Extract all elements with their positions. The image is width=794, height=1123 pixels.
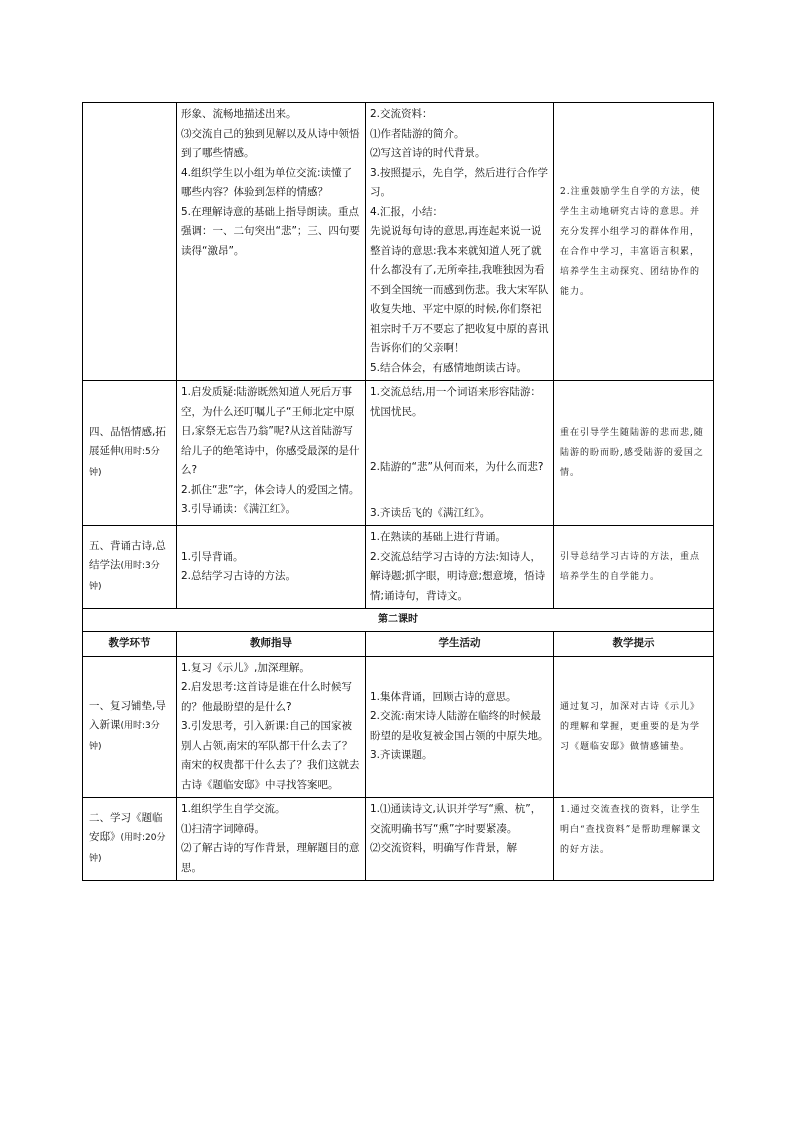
teacher-cell: 1.复习《示儿》,加深理解。 2.启发思考:这首诗是谁在什么时候写的？他最盼望的是什么? 3.引发思考，引入新课:自己的国家被别人占领,南宋的军队都干什么去了？南宋的权贵都干什么去了？我们这就去古诗《题临安邸》中寻找答案吧。 (177, 656, 366, 798)
header-student: 学生活动 (366, 632, 554, 657)
stage-label: 二、学习《题临安邸》 (89, 811, 163, 844)
row-stage-four (83, 381, 714, 526)
student-cell: 1.在熟读的基础上进行背诵。 2.交流总结学习古诗的方法:知诗人，解诗题;抓字眼，明诗意;想意境，悟诗情;诵诗句，背诗文。 (366, 526, 554, 609)
header-row (83, 632, 714, 657)
stage-label: 一、复习铺垫,导入新课 (89, 699, 166, 731)
header-hint: 教学提示 (554, 632, 714, 657)
hint-cell: 重在引导学生随陆游的悲而悲,随陆游的盼而盼,感受陆游的爱国之情。 (554, 381, 714, 526)
row-stage-five (83, 526, 714, 609)
teacher-cell: 1.启发质疑:陆游既然知道人死后万事空，为什么还叮嘱儿子“王师北定中原日,家祭无忘告乃翁”呢?从这首陆游写给儿子的绝笔诗中，你感受最深的是什么? 2.抓住“悲”字，体会诗人的爱国之情。 3.引导诵读：《满江红》。 (177, 381, 366, 526)
stage-cell (83, 526, 177, 609)
stage-cell (83, 381, 177, 526)
hint-cell: 通过复习，加深对古诗《示儿》的理解和掌握，更重要的是为学习《题临安邸》做情感铺垫。 (554, 656, 714, 798)
stage-time: (用时:3分钟) (89, 721, 160, 752)
section-title: 第二课时 (83, 609, 714, 632)
hint-cell: 2.注重鼓励学生自学的方法，使学生主动地研究古诗的意思。并充分发挥小组学习的群体作用，在合作中学习，丰富语言积累，培养学生主动探究、团结协作的能力。 (554, 103, 714, 381)
section-title-row (83, 609, 714, 632)
teacher-cell: 形象、流畅地描述出来。 ⑶交流自己的独到见解以及从诗中领悟到了哪些情感。 4.组织学生以小组为单位交流:读懂了哪些内容？体验到怎样的情感？ 5.在理解诗意的基础上指导朗读。重点强调：一、二句突出“悲”；三、四句要读得“激昂”。 (177, 103, 366, 381)
student-cell: 2.交流资料： ⑴作者陆游的简介。 ⑵写这首诗的时代背景。 3.按照提示，先自学，然后进行合作学习。 4.汇报，小结： 先说说每句诗的意思,再连起来说一说整首诗的意思:我本来就知道人死了就什么都没有了,无所牵挂,我唯独因为看不到全国统一而感到伤悲。我大宋军队收复失地、平定中原的时候,你们祭祀祖宗时千万不要忘了把收复中原的喜讯告诉你们的父亲啊！ 5.结合体会，有感情地朗读古诗。 (366, 103, 554, 381)
header-stage: 教学环节 (83, 632, 177, 657)
teacher-cell: 1.引导背诵。 2.总结学习古诗的方法。 (177, 526, 366, 609)
lesson-plan-table (82, 102, 714, 881)
hint-cell: 1.通过交流查找的资料，让学生明白“查找资料”是帮助理解课文的好方法。 (554, 798, 714, 881)
student-cell: 1.⑴通读诗文,认识并学写“熏、杭”，交流明确书写“熏”字时要紧凑。 ⑵交流资料，明确写作背景，解 (366, 798, 554, 881)
stage-time: (用时:5分钟) (89, 447, 160, 478)
hint-cell: 引导总结学习古诗的方法，重点培养学生的自学能力。 (554, 526, 714, 609)
row-stage-two (83, 798, 714, 881)
teacher-cell: 1.组织学生自学交流。 ⑴扫清字词障碍。 ⑵了解古诗的写作背景，理解题目的意思。 (177, 798, 366, 881)
stage-cell (83, 798, 177, 881)
row-stage-one (83, 656, 714, 798)
stage-time: (用时:3分钟) (89, 561, 160, 592)
stage-label: 四、品悟情感,拓展延伸 (89, 425, 166, 458)
stage-cell-empty (83, 103, 177, 381)
student-cell: 1.交流总结,用一个词语来形容陆游：忧国忧民。 2.陆游的“悲”从何而来，为什么而悲? 3.齐读岳飞的《满江红》。 (366, 381, 554, 526)
stage-label: 五、背诵古诗,总结学法 (89, 539, 166, 572)
stage-cell (83, 656, 177, 798)
student-cell: 1.集体背诵，回顾古诗的意思。 2.交流:南宋诗人陆游在临终的时候最盼望的是收复被金国占领的中原失地。 3.齐读课题。 (366, 656, 554, 798)
stage-time: (用时:20分钟) (89, 833, 166, 864)
header-teacher: 教师指导 (177, 632, 366, 657)
row-continuation (83, 103, 714, 381)
